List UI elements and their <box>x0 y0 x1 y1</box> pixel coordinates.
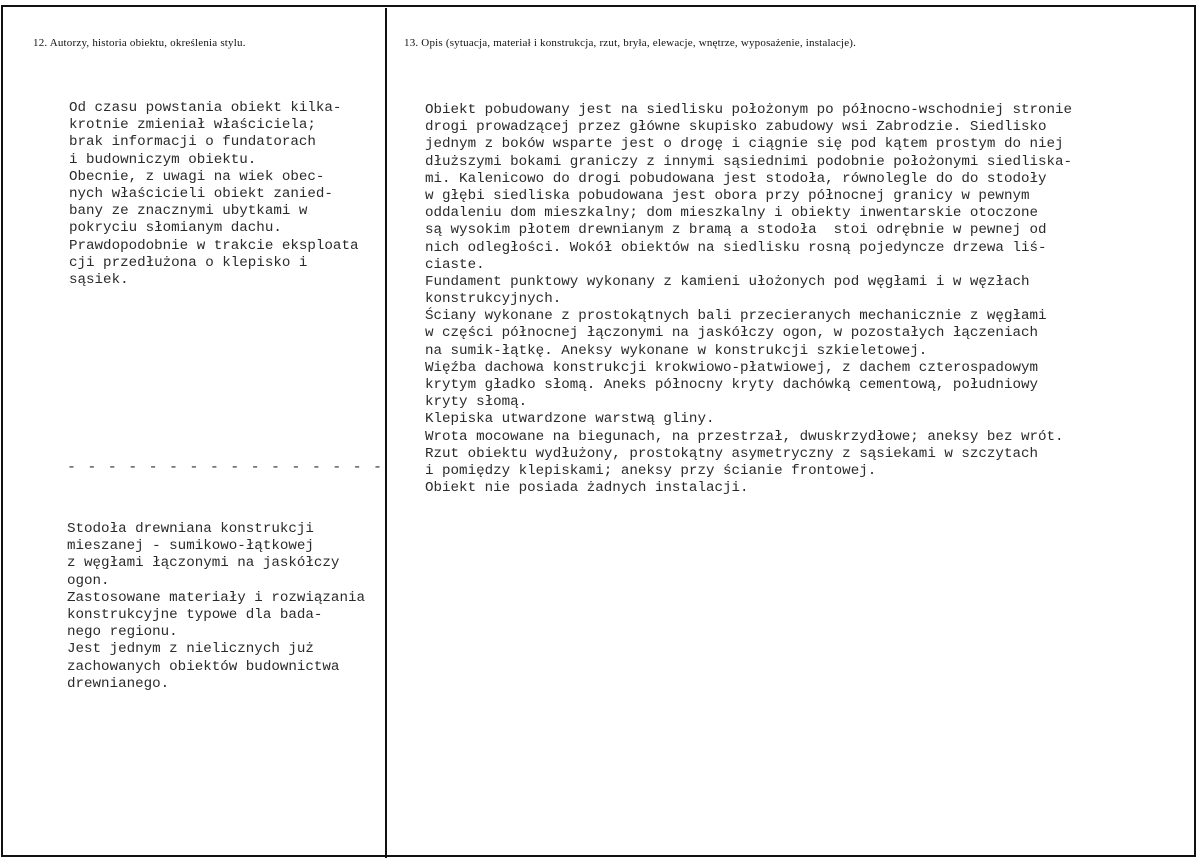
text-line: są wysokim płotem drewnianym z bramą a stodoła stoi odrębnie w pewnej od <box>425 222 1047 239</box>
style-text <box>67 521 365 693</box>
text-line: brak informacji o fundatorach <box>69 134 316 151</box>
text-line: Od czasu powstania obiekt kilka- <box>69 100 342 116</box>
section-13-header: 13. Opis (sytuacja, materiał i konstrukcja, rzut, bryła, elewacje, wnętrze, wyposażenie, instalacje). <box>404 37 857 49</box>
text-line: mieszanej - sumikowo-łątkowej <box>67 538 314 555</box>
text-line: nich odległości. Wokół obiektów na siedlisku rosną pojedyncze drzewa liś- <box>425 239 1047 256</box>
text-line: bany ze znacznymi ubytkami w <box>69 203 308 220</box>
text-line: mi. Kalenicowo do drogi pobudowana jest stodoła, równolegle do do stodoły <box>425 170 1047 187</box>
text-line: Prawdopodobnie w trakcie eksploata <box>69 237 359 254</box>
column-divider <box>385 8 387 858</box>
description-text <box>425 102 1072 497</box>
text-line: Klepiska utwardzone warstwą gliny. <box>425 411 715 428</box>
text-line: ogon. <box>67 572 110 589</box>
text-line: Ściany wykonane z prostokątnych bali przecieranych mechanicznie z węgłami <box>425 308 1047 325</box>
text-line: Jest jednym z nielicznych już <box>67 641 314 658</box>
text-line: jednym z boków wsparte jest o drogę i ciągnie się pod kątem prostym do niej <box>425 136 1064 153</box>
section-12-header: 12. Autorzy, historia obiektu, określenia stylu. <box>33 37 246 49</box>
text-line: nego regionu. <box>67 624 178 641</box>
text-line: oddaleniu dom mieszkalny; dom mieszkalny i obiekty inwentarskie otoczone <box>425 205 1038 222</box>
text-line: Zastosowane materiały i rozwiązania <box>67 589 365 606</box>
text-line: i budowniczym obiektu. <box>69 151 257 168</box>
text-line: Rzut obiektu wydłużony, prostokątny asymetryczny z sąsiekami w szczytach <box>425 445 1038 462</box>
text-line: sąsiek. <box>69 271 129 288</box>
text-line: pokryciu słomianym dachu. <box>69 220 282 237</box>
text-line: Fundament punktowy wykonany z kamieni ułożonych pod węgłami i w węzłach <box>425 273 1030 290</box>
text-line: w części północnej łączonymi na jaskółczy ogon, w pozostałych łączeniach <box>425 325 1038 342</box>
text-line: cji przedłużona o klepisko i <box>69 254 308 271</box>
text-line: krotnie zmieniał właściciela; <box>69 117 316 134</box>
text-line: dłuższymi bokami graniczy z innymi sąsiednimi podobnie położonymi siedliska- <box>425 153 1073 170</box>
text-line: konstrukcyjnych. <box>425 291 562 308</box>
text-line: Obiekt pobudowany jest na siedlisku położonym po północno-wschodniej stronie <box>425 102 1073 118</box>
text-line: konstrukcyjne typowe dla bada- <box>67 606 323 623</box>
text-line: na sumik-łątkę. Aneksy wykonane w konstrukcji szkieletowej. <box>425 342 928 359</box>
text-line: krytym gładko słomą. Aneks północny kryty dachówką cementową, południowy <box>425 377 1038 393</box>
text-line: Więźba dachowa konstrukcji krokwiowo-płatwiowej, z dachem czterospadowym <box>425 359 1038 376</box>
text-line: drogi prowadzącej przez główne skupisko zabudowy wsi Zabrodzie. Siedlisko <box>425 119 1047 136</box>
dashed-separator: - - - - - - - - - - - - - - - - <box>67 459 384 476</box>
text-line: Wrota mocowane na biegunach, na przestrzał, dwuskrzydłowe; aneksy bez wrót. <box>425 428 1064 445</box>
text-line: Stodoła drewniana konstrukcji <box>67 521 314 537</box>
text-line: zachowanych obiektów budownictwa <box>67 658 340 675</box>
text-line: Obiekt nie posiada żadnych instalacji. <box>425 480 749 497</box>
text-line: Obecnie, z uwagi na wiek obec- <box>69 168 325 185</box>
text-line: z węgłami łączonymi na jaskółczy <box>67 555 340 572</box>
text-line: ciaste. <box>425 256 485 273</box>
history-text <box>69 100 358 289</box>
text-line: w głębi siedliska pobudowana jest obora przy północnej granicy w pewnym <box>425 187 1030 204</box>
text-line: i pomiędzy klepiskami; aneksy przy ścianie frontowej. <box>425 462 877 479</box>
text-line: kryty słomą. <box>425 394 528 411</box>
text-line: drewnianego. <box>67 675 170 692</box>
text-line: nych właścicieli obiekt zanied- <box>69 185 333 202</box>
